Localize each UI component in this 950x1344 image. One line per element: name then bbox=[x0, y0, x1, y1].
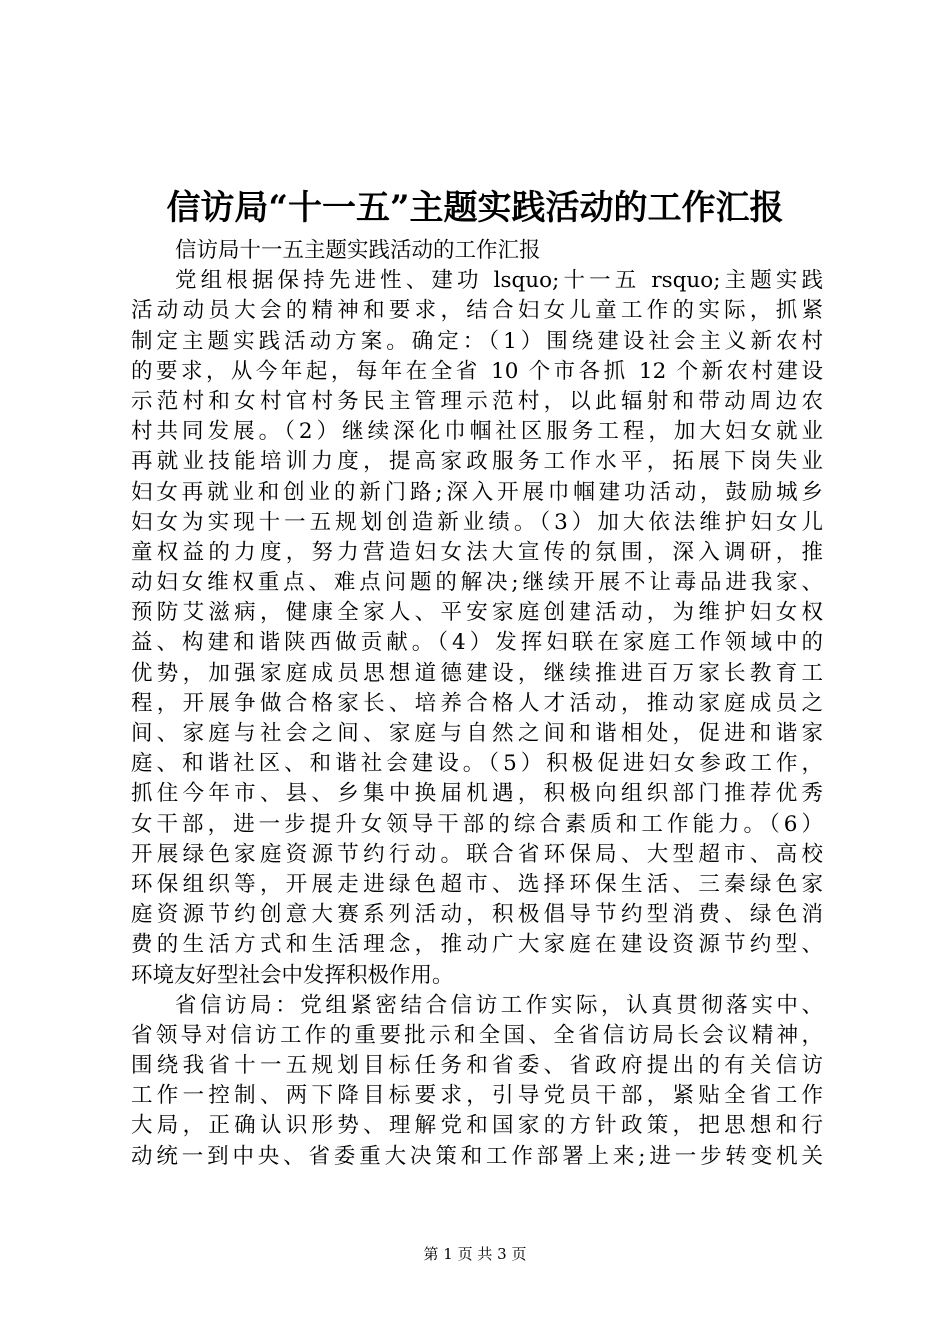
text-line: 再就业技能培训力度，提高家政服务工作水平，拓展下岗失业 bbox=[131, 449, 823, 475]
text-line: 信访局十一五主题实践活动的工作汇报 bbox=[175, 238, 541, 263]
text-line: 妇女再就业和创业的新门路;深入开展巾帼建功活动，鼓励城乡 bbox=[131, 479, 823, 505]
text-line: 大局，正确认识形势、理解党和国家的方针政策，把思想和行 bbox=[131, 1113, 823, 1139]
text-line: 间、家庭与社会之间、家庭与自然之间和谐相处，促进和谐家 bbox=[131, 721, 823, 746]
text-line: 围绕我省十一五规划目标任务和省委、省政府提出的有关信访 bbox=[131, 1053, 823, 1079]
text-line: 活动动员大会的精神和要求，结合妇女儿童工作的实际，抓紧 bbox=[131, 298, 823, 324]
page-footer: 第 1 页 共 3 页 bbox=[423, 1245, 527, 1263]
document-body bbox=[131, 236, 823, 1172]
text-line: 动统一到中央、省委重大决策和工作部署上来;进一步转变机关 bbox=[131, 1143, 823, 1169]
text-line: 费的生活方式和生活理念，推动广大家庭在建设资源节约型、 bbox=[131, 932, 823, 958]
text-line: 工作一控制、两下降目标要求，引导党员干部，紧贴全省工作 bbox=[131, 1083, 823, 1109]
text-line: 的要求，从今年起，每年在全省 10 个市各抓 12 个新农村建设 bbox=[131, 358, 823, 384]
text-line: 省信访局：党组紧密结合信访工作实际，认真贯彻落实中、 bbox=[175, 992, 823, 1018]
text-line: 益、构建和谐陕西做贡献。（4）发挥妇联在家庭工作领域中的 bbox=[131, 630, 823, 656]
text-line: 制定主题实践活动方案。确定：（1）围绕建设社会主义新农村 bbox=[131, 328, 823, 354]
text-line: 庭资源节约创意大赛系列活动，积极倡导节约型消费、绿色消 bbox=[131, 902, 823, 928]
text-line: 动妇女维权重点、难点问题的解决;继续开展不让毒品进我家、 bbox=[131, 570, 823, 596]
text-line: 环境友好型社会中发挥积极作用。 bbox=[131, 962, 454, 988]
text-line: 预防艾滋病，健康全家人、平安家庭创建活动，为维护妇女权 bbox=[131, 600, 823, 626]
text-line: 示范村和女村官村务民主管理示范村，以此辐射和带动周边农 bbox=[131, 388, 823, 414]
text-line: 庭、和谐社区、和谐社会建设。（5）积极促进妇女参政工作， bbox=[131, 751, 823, 777]
text-line: 童权益的力度，努力营造妇女法大宣传的氛围，深入调研，推 bbox=[131, 539, 823, 565]
document-title: 信访局“十一五”主题实践活动的工作汇报 bbox=[166, 188, 784, 228]
text-line: 党组根据保持先进性、建功 lsquo;十一五 rsquo;主题实践 bbox=[175, 268, 823, 294]
text-line: 环保组织等，开展走进绿色超市、选择环保生活、三秦绿色家 bbox=[131, 871, 823, 897]
text-line: 妇女为实现十一五规划创造新业绩。（3）加大依法维护妇女儿 bbox=[131, 509, 823, 535]
text-line: 省领导对信访工作的重要批示和全国、全省信访局长会议精神， bbox=[131, 1022, 823, 1048]
text-line: 村共同发展。（2）继续深化巾帼社区服务工程，加大妇女就业 bbox=[131, 419, 823, 445]
text-line: 优势，加强家庭成员思想道德建设，继续推进百万家长教育工 bbox=[131, 660, 823, 686]
text-line: 程，开展争做合格家长、培养合格人才活动，推动家庭成员之 bbox=[131, 690, 823, 716]
text-line: 开展绿色家庭资源节约行动。联合省环保局、大型超市、高校 bbox=[131, 841, 823, 867]
text-line: 女干部，进一步提升女领导干部的综合素质和工作能力。（6） bbox=[131, 811, 823, 837]
text-line: 抓住今年市、县、乡集中换届机遇，积极向组织部门推荐优秀 bbox=[131, 781, 823, 807]
